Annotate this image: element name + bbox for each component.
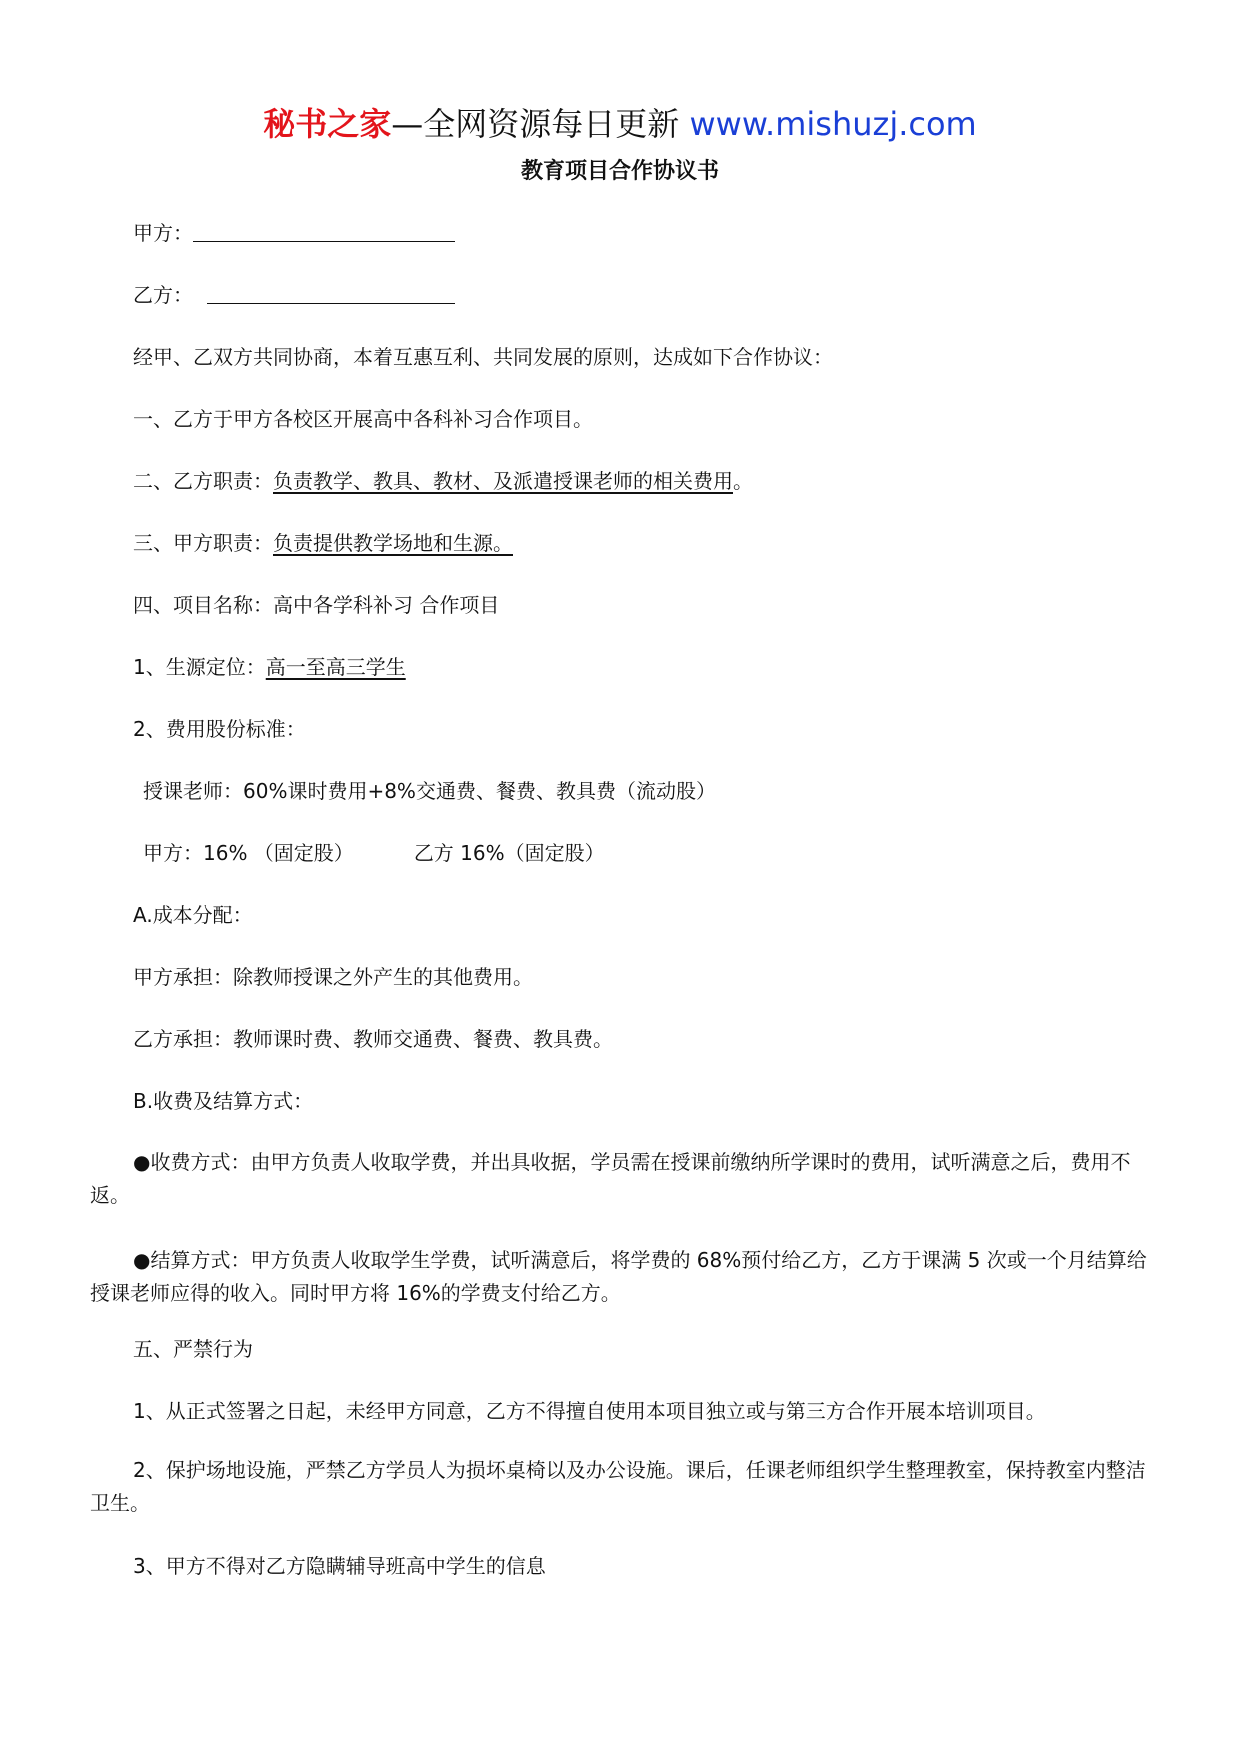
- ban-2: 2、保护场地设施，严禁乙方学员人为损坏桌椅以及办公设施。课后，任课老师组织学生整理教室，保持教室内整洁卫生。: [90, 1458, 1146, 1515]
- sub-clause-1: [133, 652, 406, 682]
- site-url[interactable]: www.mishuzj.com: [689, 105, 977, 143]
- clause-3: [133, 528, 513, 558]
- party-b-share: 乙方 16%（固定股）: [413, 841, 605, 865]
- sub-clause-1-label: 1、生源定位：: [133, 655, 266, 679]
- clause-2-end: 。: [733, 469, 753, 493]
- clause-4: 四、项目名称：高中各学科补习 合作项目: [133, 593, 500, 617]
- clause-2: [133, 466, 753, 496]
- party-a-line: [133, 218, 455, 248]
- clause-5: 五、严禁行为: [133, 1337, 253, 1361]
- party-b-label: 乙方：: [133, 283, 193, 307]
- clause-2-label: 二、乙方职责：: [133, 469, 273, 493]
- share-line: [143, 838, 605, 868]
- settlement-method: ●结算方式：甲方负责人收取学生学费，试听满意后，将学费的 68%预付给乙方，乙方于课满 5 次或一个月结算给授课老师应得的收入。同时甲方将 16%的学费支付给乙方。: [90, 1248, 1147, 1305]
- clause-1: 一、乙方于甲方各校区开展高中各科补习合作项目。: [133, 407, 593, 431]
- fee-method: ●收费方式：由甲方负责人收取学费，并出具收据，学员需在授课前缴纳所学课时的费用，试听满意之后，费用不返。: [90, 1150, 1131, 1207]
- cost-heading: A.成本分配：: [133, 903, 253, 927]
- party-a-share: 甲方：16% （固定股）: [143, 841, 354, 865]
- clause-3-text: 负责提供教学场地和生源。: [273, 531, 513, 555]
- intro-text: 经甲、乙双方共同协商，本着互惠互利、共同发展的原则，达成如下合作协议：: [133, 345, 833, 369]
- ban-3: 3、甲方不得对乙方隐瞒辅导班高中学生的信息: [133, 1554, 546, 1578]
- site-header: [0, 103, 1240, 145]
- ban-1: 1、从正式签署之日起，未经甲方同意，乙方不得擅自使用本项目独立或与第三方合作开展本培训项目。: [133, 1399, 1046, 1423]
- sub-clause-1-text: 高一至高三学生: [265, 655, 406, 679]
- party-b-line: [133, 280, 455, 310]
- party-a-blank[interactable]: [193, 219, 455, 242]
- cost-party-b: 乙方承担：教师课时费、教师交通费、餐费、教具费。: [133, 1027, 613, 1051]
- sub-clause-2: 2、费用股份标准：: [133, 717, 306, 741]
- party-a-label: 甲方：: [133, 221, 193, 245]
- brand-name: 秘书之家: [263, 105, 392, 143]
- fee-heading: B.收费及结算方式：: [133, 1089, 314, 1113]
- teacher-share: 授课老师：60%课时费用+8%交通费、餐费、教具费（流动股）: [143, 779, 716, 803]
- document-title: 教育项目合作协议书: [520, 159, 719, 184]
- party-b-blank[interactable]: [207, 281, 455, 304]
- clause-2-text: 负责教学、教具、教材、及派遣授课老师的相关费用: [273, 469, 733, 493]
- slogan: —全网资源每日更新: [391, 105, 690, 143]
- cost-party-a: 甲方承担：除教师授课之外产生的其他费用。: [133, 965, 533, 989]
- clause-3-label: 三、甲方职责：: [133, 531, 273, 555]
